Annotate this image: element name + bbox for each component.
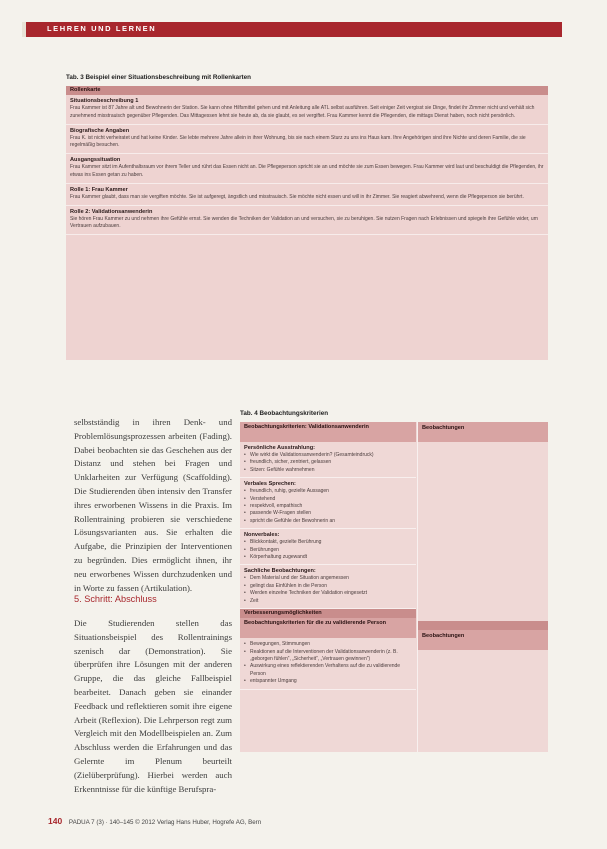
page-number: 140	[48, 816, 63, 826]
section-text: Sie hören Frau Kammer zu und nehmen ihre Gefühle ernst. Sie wenden die Techniken der Validation an und versuchen, sie zu beruhigen. Sie nutzen Fragen nach Erlebnissen und spiegeln ihre Gefühle wider, um Vertrauen aufzubauen.	[70, 215, 538, 230]
role-card-table	[66, 86, 548, 360]
observations-column	[417, 422, 548, 752]
criteria-section	[240, 529, 416, 565]
criteria-title: Sachliche Beobachtungen:	[244, 568, 316, 575]
table1-section	[66, 154, 548, 184]
criteria-header: Beobachtungskriterien: Validationsanwenderin	[240, 422, 416, 442]
table2-caption: Tab. 4 Beobachtungskriterien	[240, 410, 329, 417]
criteria-item: • spricht die Gefühle der Bewohnerin an	[244, 518, 412, 525]
body-paragraph: selbstständig in ihren Denk- und Problemlösungsprozessen arbeiten (Fading). Dabei beobachten sie das Geschehen aus der Distanz und stehen bei Fragen und Unklarheiten zur Verfügung (Scaffolding). Die Studierenden üben intensiv den Transfer ihres erworbenen Wissens in die Praxis. Im Rollentraining probieren sie verschiedene Lösungsvarianten aus. Sie erhalten die Aufgabe, die Prinzipien der Interventionen zu begründen. Dies ermöglicht ihnen, ihr neu erworbenes Wissen durchzudenken und in Worte zu fassen (Artikulation).	[74, 417, 232, 593]
observations-header-person: Beobachtungen	[418, 630, 548, 650]
section-title: Biografische Angaben	[70, 127, 130, 134]
criteria-item: • gelingt das Einfühlen in die Person	[244, 583, 412, 590]
criteria-item: • Sitzen: Gefühle wahrnehmen	[244, 467, 412, 474]
criteria-section	[240, 565, 416, 609]
criteria-item: • freundlich, sicher, zentriert, gelassen	[244, 459, 412, 466]
criteria-item: • Körperhaltung zugewandt	[244, 554, 412, 561]
section-title: Ausgangssituation	[70, 157, 121, 164]
section-text: Frau Kammer ist 87 Jahre alt und Bewohnerin der Station. Sie kann ohne Hilfsmittel gehen und mit Anleitung alle ATL selbst ausführen. Seit einiger Zeit vergisst sie Dinge, findet ihr Zimmer nicht und verhält sich zunehmend misstrauisch gegenüber Pflegenden. Das Mittagessen lehnt sie heute ab, da sie glaubt, es sei vergiftet. Frau Kammer kennt die Pflegenden, die mittags Dienst haben, noch nicht persönlich.	[70, 105, 535, 119]
criteria-column	[240, 422, 416, 752]
criteria-item: • respektvoll, empathisch	[244, 503, 412, 510]
banner-mark	[22, 22, 26, 37]
section-text: Frau Kammer sitzt im Aufenthaltsraum vor ihrem Teller und rührt das Essen nicht an. Die Pflegeperson spricht sie an und möchte sie zum Essen bewegen. Frau Kammer wird laut und beschuldigt die Pflegenden, ihr etwas ins Essen getan zu haben.	[70, 164, 544, 178]
body-paragraph: Die Studierenden stellen das Situationsbeispiel des Rollentrainings szenisch dar (Demonstration). Sie überprüfen ihre Lösungen mit der anderen Gruppe, die das gleiche Fallbeispiel bearbeitet. Danach geben sie einander Feedback und reflektieren somit ihre eigene Arbeit (Reflexion). Die Lehrperson regt zum Vergleich mit den Modellbeispielen an. Zum Abschluss werden die Erfahrungen und das Gelernte im Plenum beurteilt (Zielüberprüfung). Hierbei werden auch Erkenntnisse für die künftige Berufspra-	[74, 618, 232, 794]
criteria-title: Verbales Sprechen:	[244, 481, 296, 488]
criteria-item: • Werden einzelne Techniken der Validation eingesetzt	[244, 590, 412, 597]
criteria-item: • Blickkontakt, gezielte Berührung	[244, 539, 412, 546]
improvement-band: Verbesserungsmöglichkeiten	[240, 609, 416, 618]
criteria-title: Persönliche Ausstrahlung:	[244, 445, 315, 451]
observations-header: Beobachtungen	[418, 422, 548, 442]
criteria-item: • freundlich, ruhig, gezielte Aussagen	[244, 488, 412, 495]
criteria-item: • Zeit	[244, 598, 412, 605]
criteria-section	[240, 638, 416, 689]
section-text: Frau Kammer glaubt, dass man sie vergiften möchte. Sie ist aufgeregt, ängstlich und misstrauisch. Sie möchte nicht essen und will in ihr Zimmer. Sie reagiert abwehrend, wenn die Pflegeperson sie berührt.	[70, 193, 524, 200]
table1-section	[66, 125, 548, 155]
criteria-item: • entspannter Umgang	[244, 678, 412, 685]
criteria-header-person: Beobachtungskriterien für die zu validierende Person	[240, 618, 416, 638]
observations-space	[418, 442, 548, 621]
section-title: Rolle 2: Validationsanwenderin	[70, 208, 153, 215]
banner-title: LEHREN UND LERNEN	[47, 24, 157, 33]
criteria-item: • Dem Material und der Situation angemessen	[244, 575, 412, 582]
criteria-item: • Auswirkung eines reflektierenden Verhaltens auf die zu validierende Person	[244, 663, 412, 678]
criteria-section	[240, 478, 416, 529]
criteria-section	[240, 442, 416, 478]
table1-header: Rollenkarte	[66, 86, 548, 95]
footer-citation: PADUA 7 (3) · 140–145 © 2012 Verlag Hans Huber, Hogrefe AG, Bern	[68, 819, 262, 826]
criteria-item: • Wie wirkt die Validationsanwenderin? (Gesamteindruck)	[244, 452, 412, 459]
table1-section	[66, 206, 548, 236]
criteria-item: • passende W-Fragen stellen	[244, 510, 412, 517]
observation-criteria-table	[240, 422, 548, 752]
section-title: Situationsbeschreibung 1	[70, 98, 139, 104]
criteria-title: Nonverbales:	[244, 532, 280, 539]
criteria-item: • Berührungen	[244, 547, 412, 554]
section-banner	[22, 22, 562, 37]
table1-caption: Tab. 3 Beispiel einer Situationsbeschreibung mit Rollenkarten	[66, 74, 251, 81]
section-text: Frau K. ist nicht verheiratet und hat keine Kinder. Sie lebte mehrere Jahre allein in ihrer Wohnung, bis sie nach einem Sturz zu uns ins Haus kam. Ihre Angehörigen sind ihre Nichte und deren Familie, die sie regelmäßig besuchen.	[70, 134, 526, 149]
table1-section	[66, 184, 548, 206]
criteria-item: • Verstehend	[244, 496, 412, 503]
criteria-item: • Bewegungen, Stimmungen	[244, 641, 412, 648]
section-title: Rolle 1: Frau Kammer	[70, 186, 128, 193]
section-heading: 5. Schritt: Abschluss	[74, 594, 157, 604]
table1-section	[66, 95, 548, 125]
criteria-item: • Reaktionen auf die Interventionen der Validationsanwenderin (z. B. „geborgen fühlen“, „Sicherheit“, „Vertrauen gewinnen“)	[244, 649, 412, 664]
page-footer	[48, 816, 261, 826]
improvement-band-right	[418, 621, 548, 630]
